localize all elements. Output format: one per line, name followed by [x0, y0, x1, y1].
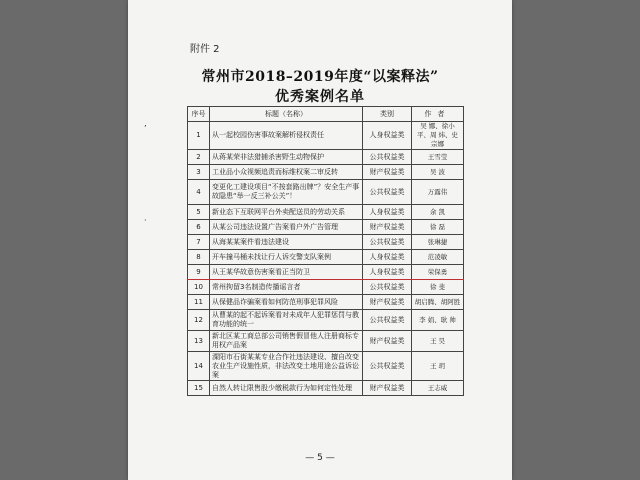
row-title: 自然人转让限售股少缴税款行为如何定性处理 [210, 381, 363, 396]
table-row [188, 331, 464, 352]
row-author: 吴 娜、徐小平、周 炜、史宗娜 [412, 122, 464, 150]
document-page [128, 0, 512, 480]
row-category: 财产权益类 [363, 220, 412, 235]
row-author: 吴 波 [412, 165, 464, 180]
attachment-label: 附件 2 [190, 44, 220, 55]
row-author: 王志威 [412, 381, 464, 396]
document-subtitle: 优秀案例名单 [275, 89, 365, 105]
row-author: 万露伟 [412, 180, 464, 205]
row-title: 常州拘留3名制造传播谣言者 [210, 280, 363, 295]
row-index: 1 [188, 122, 210, 150]
table-row [188, 180, 464, 205]
row-category: 公共权益类 [363, 352, 412, 381]
row-index: 12 [188, 310, 210, 331]
document-title: 常州市2018–2019年度“以案释法” [201, 69, 439, 85]
row-author: 张琳捷 [412, 235, 464, 250]
row-index: 10 [188, 280, 210, 295]
scan-mark: ’ [144, 124, 147, 133]
table-row [188, 250, 464, 265]
row-category: 人身权益类 [363, 250, 412, 265]
table-row [188, 150, 464, 165]
row-title: 新北区某工商总部公司销售假冒他人注册商标专用权产品案 [210, 331, 363, 352]
row-title: 从某公司违法设置广告案看户外广告管理 [210, 220, 363, 235]
table-row [188, 205, 464, 220]
table-row [188, 122, 464, 150]
table-row [188, 310, 464, 331]
row-author: 徐 斐 [412, 280, 464, 295]
row-author: 余 凯 [412, 205, 464, 220]
table-row [188, 295, 464, 310]
row-title: 新业态下互联网平台外卖配送员的劳动关系 [210, 205, 363, 220]
row-title: 变更化工建设项目“不按套路出牌”？安全生产事故隐患“举一反三补公关”！ [210, 180, 363, 205]
row-index: 9 [188, 265, 210, 280]
row-category: 公共权益类 [363, 180, 412, 205]
row-category: 人身权益类 [363, 122, 412, 150]
row-index: 5 [188, 205, 210, 220]
table-row [188, 280, 464, 295]
row-title: 从蒋某荣非法猎捕杀害野生动物保护 [210, 150, 363, 165]
header-category: 类别 [363, 107, 412, 122]
row-category: 财产权益类 [363, 381, 412, 396]
row-index: 11 [188, 295, 210, 310]
header-author: 作者 [412, 107, 464, 122]
scan-mark: · [144, 216, 147, 225]
row-index: 4 [188, 180, 210, 205]
row-author: 胡启腾、胡阿胜 [412, 295, 464, 310]
page-number: — 5 — [305, 453, 335, 463]
row-title: 开车撞马桶未找让行人诉交警支队案例 [210, 250, 363, 265]
table-header-row [188, 107, 464, 122]
row-author: 荣保勇 [412, 265, 464, 280]
row-title: 从曹某的起不起诉案看对未成年人犯罪惩罚与教育功能的统一 [210, 310, 363, 331]
row-author: 李 娟、耿 帅 [412, 310, 464, 331]
row-index: 2 [188, 150, 210, 165]
row-index: 15 [188, 381, 210, 396]
table-row [188, 220, 464, 235]
row-index: 8 [188, 250, 210, 265]
row-title: 溧阳市石街某某专业合作社违法建设、擅自改变农业生产设施性质，非法改变土地用途公益诉讼案 [210, 352, 363, 381]
row-index: 3 [188, 165, 210, 180]
row-title: 从一起校园伤害事故案解析侵权责任 [210, 122, 363, 150]
row-index: 7 [188, 235, 210, 250]
row-category: 公共权益类 [363, 150, 412, 165]
table-row [188, 381, 464, 396]
row-category: 公共权益类 [363, 310, 412, 331]
table-row [188, 352, 464, 381]
case-list-table [187, 106, 464, 396]
row-author: 王雪莹 [412, 150, 464, 165]
row-category: 财产权益类 [363, 165, 412, 180]
row-index: 14 [188, 352, 210, 381]
row-category: 人身权益类 [363, 205, 412, 220]
row-author: 范凌敏 [412, 250, 464, 265]
table-row [188, 265, 464, 280]
row-title: 从王某华故意伤害案看正当防卫 [210, 265, 363, 280]
table-row [188, 235, 464, 250]
row-category: 公共权益类 [363, 280, 412, 295]
row-title: 从保健品诈骗案看如何防范刑事犯罪风险 [210, 295, 363, 310]
row-author: 王 昊 [412, 331, 464, 352]
row-author: 王 玥 [412, 352, 464, 381]
row-category: 人身权益类 [363, 265, 412, 280]
row-title: 工业品小众视频追责而标维权案二审反转 [210, 165, 363, 180]
row-author: 徐 磊 [412, 220, 464, 235]
row-category: 财产权益类 [363, 295, 412, 310]
row-title: 从海某某案件看违法建设 [210, 235, 363, 250]
header-title: 标题（名称） [210, 107, 363, 122]
row-index: 6 [188, 220, 210, 235]
table-row [188, 165, 464, 180]
row-category: 公共权益类 [363, 235, 412, 250]
row-category: 财产权益类 [363, 331, 412, 352]
row-index: 13 [188, 331, 210, 352]
header-index: 序号 [188, 107, 210, 122]
